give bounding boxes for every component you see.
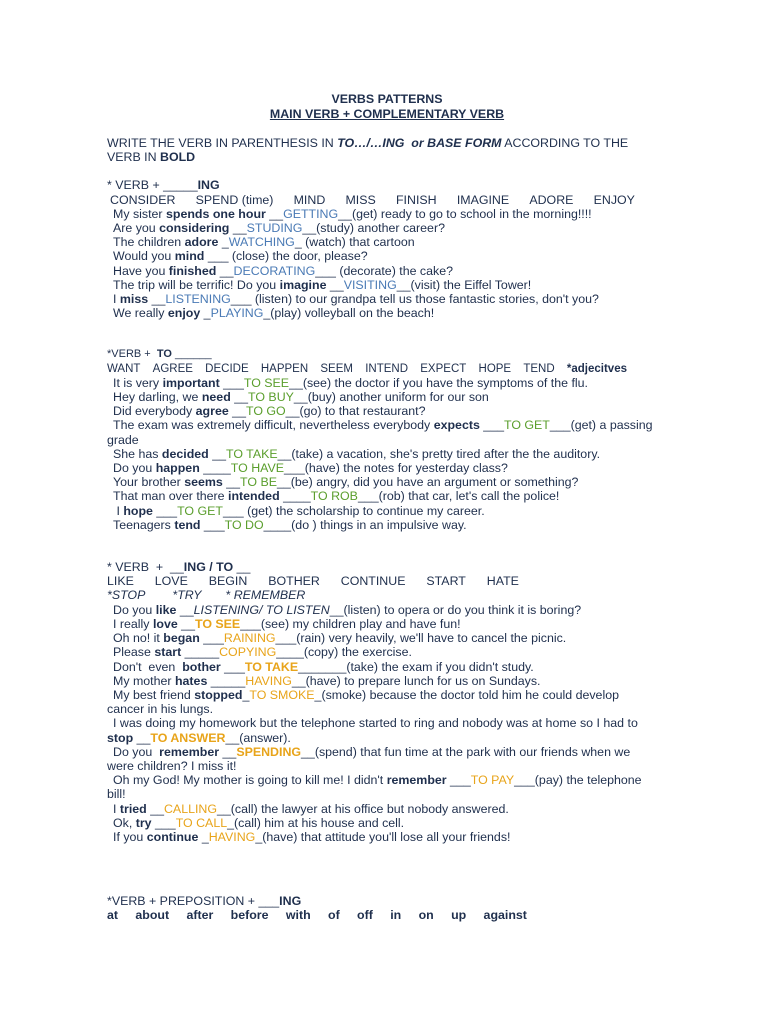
worksheet [107, 92, 667, 923]
exercise-line: The trip will be terrific! Do you imagine __VISITING__(visit) the Eiffel Tower! [113, 277, 532, 292]
instructions-2: VERB IN BOLD [107, 150, 196, 165]
section-ing-heading: * VERB + _____ING [107, 178, 220, 193]
exercise-line: Do you happen ____TO HAVE___(have) the notes for yesterday class? [113, 461, 508, 476]
exercise-line: Hey darling, we need __TO BUY__(buy) another uniform for our son [113, 390, 489, 405]
exercise-line: The exam was extremely difficult, nevertheless everybody expects ___TO GET___(get) a passing [113, 418, 653, 433]
section-ing-to-verbs-2: *STOP *TRY * REMEMBER [107, 588, 306, 603]
exercise-line: She has decided __TO TAKE__(take) a vacation, she's pretty tired after the the auditory. [113, 446, 601, 461]
exercise-line: bill! [107, 787, 126, 802]
exercise-line: Would you mind ___ (close) the door, please? [113, 249, 368, 264]
section-to-heading: *VERB + TO ______ [107, 348, 212, 361]
exercise-line: were children? I miss it! [107, 758, 237, 773]
instructions: WRITE THE VERB IN PARENTHESIS IN TO…/…ING or BASE FORM ACCORDING TO THE [107, 136, 629, 150]
exercise-line: Are you considering __STUDING__(study) another career? [113, 221, 445, 236]
exercise-line: Don't even bother ___TO TAKE_______(take) the exam if you didn't study. [113, 659, 534, 674]
exercise-line: Your brother seems __TO BE__(be) angry, did you have an argument or something? [113, 475, 579, 490]
exercise-line: Oh my God! My mother is going to kill me! I didn't remember ___TO PAY___(pay) the telephone [113, 773, 642, 788]
section-preposition-heading: *VERB + PREPOSITION + ___ING [107, 894, 302, 909]
exercise-line: Did everybody agree __TO GO__(go) to that restaurant? [113, 404, 426, 419]
exercise-line: I tried __CALLING__(call) the lawyer at his office but nobody answered. [113, 801, 509, 816]
exercise-line: Have you finished __DECORATING___ (decorate) the cake? [113, 263, 453, 278]
exercise-line: It is very important ___TO SEE__(see) the doctor if you have the symptoms of the flu. [113, 375, 588, 390]
exercise-line: Please start _____COPYING____(copy) the exercise. [113, 645, 412, 660]
exercise-line: We really enjoy _PLAYING_(play) volleyball on the beach! [113, 306, 435, 321]
exercise-line: Do you remember __SPENDING__(spend) that fun time at the park with our friends when we [113, 744, 631, 759]
exercise-line: The children adore _WATCHING_ (watch) that cartoon [113, 235, 415, 250]
exercise-line: My sister spends one hour __GETTING__(get) ready to go to school in the morning!!!! [113, 206, 592, 221]
exercise-line: grade [107, 432, 139, 447]
page-title: VERBS PATTERNS [331, 92, 443, 106]
exercise-line: I miss __LISTENING___ (listen) to our grandpa tell us those fantastic stories, don't you? [113, 292, 599, 307]
section-ing-to-verbs: LIKE LOVE BEGIN BOTHER CONTINUE START HATE [107, 574, 519, 589]
exercise-line: Teenagers tend ___TO DO____(do ) things in an impulsive way. [113, 517, 467, 532]
exercise-line: I hope ___TO GET___ (get) the scholarship to continue my career. [113, 503, 485, 518]
exercise-line: Ok, try ___TO CALL_(call) him at his house and cell. [113, 815, 405, 830]
exercise-line: My best friend stopped_TO SMOKE_(smoke) because the doctor told him he could develop [113, 687, 619, 702]
exercise-line: My mother hates _____HAVING__(have) to prepare lunch for us on Sundays. [113, 673, 541, 688]
exercise-line: That man over there intended ____TO ROB___(rob) that car, let's call the police! [113, 489, 560, 504]
exercise-line: Oh no! it began ___RAINING___(rain) very heavily, we'll have to cancel the picnic. [113, 631, 567, 646]
exercise-line: I was doing my homework but the telephone started to ring and nobody was at home so I had to [113, 716, 638, 731]
exercise-line: I really love __TO SEE___(see) my children play and have fun! [113, 616, 461, 631]
exercise-line: stop __TO ANSWER__(answer). [107, 730, 291, 745]
section-ing-to-heading: * VERB + __ING / TO __ [107, 560, 251, 575]
section-preposition-list: at about after before with of off in on up against [107, 908, 527, 923]
exercise-line: cancer in his lungs. [107, 702, 214, 717]
exercise-line: Do you like __LISTENING/ TO LISTEN__(listen) to opera or do you think it is boring? [113, 602, 582, 617]
section-to-verbs: WANT AGREE DECIDE HAPPEN SEEM INTEND EXPECT HOPE TEND *adjecitves [107, 362, 627, 375]
section-ing-verbs: CONSIDER SPEND (time) MIND MISS FINISH IMAGINE ADORE ENJOY [110, 192, 635, 207]
exercise-line: If you continue _HAVING_(have) that attitude you'll lose all your friends! [113, 829, 511, 844]
page-subtitle: MAIN VERB + COMPLEMENTARY VERB [269, 107, 505, 121]
